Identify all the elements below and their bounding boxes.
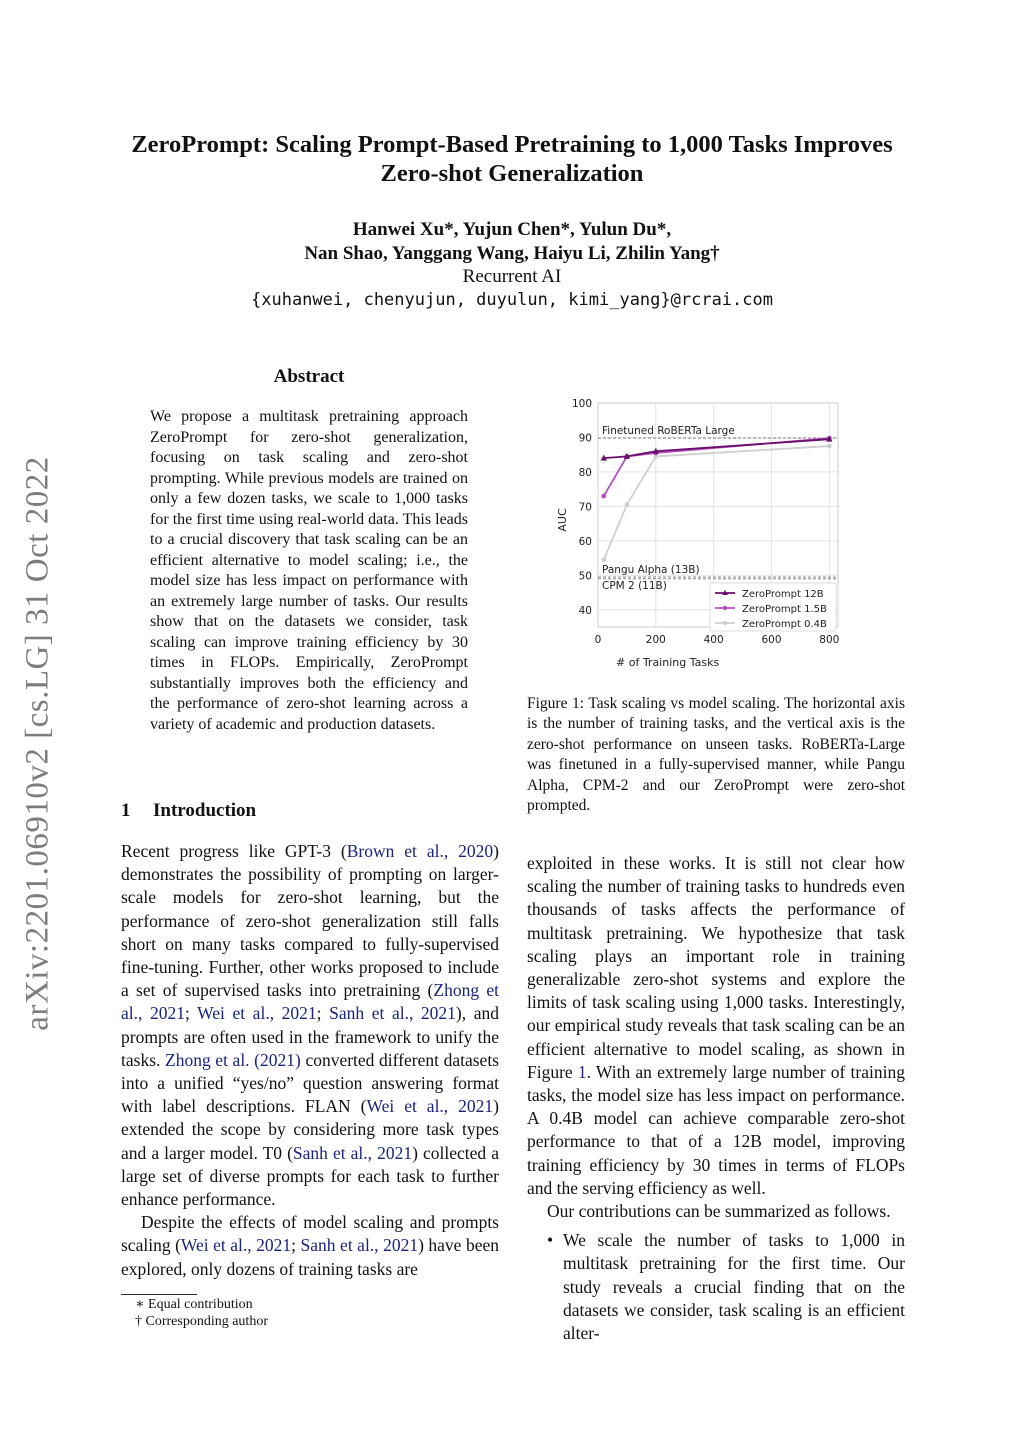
abstract-heading: Abstract — [273, 366, 345, 387]
x-tick-labels — [595, 634, 840, 646]
y-tick-label: 70 — [578, 501, 592, 514]
y-tick-labels — [572, 398, 592, 617]
x-tick-label: 600 — [761, 634, 782, 646]
citation-link[interactable]: Zhong et al., 2021 — [121, 980, 499, 1024]
reference-label: Finetuned RoBERTa Large — [602, 425, 735, 438]
data-point — [601, 494, 606, 499]
citation-link[interactable]: 1 — [577, 1061, 587, 1082]
data-point — [601, 557, 606, 562]
citation-link[interactable]: Brown et al., 2020 — [346, 841, 494, 861]
x-tick-label: 200 — [645, 634, 666, 646]
data-point — [625, 502, 630, 507]
intro-paragraph-3: exploited in these works. It is still not clear how scaling the number of training tasks to hundreds even thousands of tasks affects the performance of multitask pretraining. We hypothesize that task scaling plays an important role in training generalizable zero-shot systems and explore the limits of task scaling using 1,000 tasks. Interestingly, our empirical study reveals that task scaling can be an efficient alternative to model scaling, as shown in Figure 1. With an extremely large number of training tasks, the model size has less impact on performance. A 0.4B model can achieve comparable zero-shot performance to that of a 12B model, improving training efficiency by 30 times in terms of FLOPs and the serving efficiency as well. — [527, 853, 905, 1198]
author-emails[interactable]: {xuhanwei, chenyujun, duyulun, kimi_yang}@rcrai.com — [251, 290, 773, 310]
citation-link[interactable]: Sanh et al., 2021 — [329, 1003, 456, 1024]
arxiv-identifier: arXiv:2201.06910v2 [cs.LG] 31 Oct 2022 — [19, 456, 56, 1031]
citation-link[interactable]: Wei et al., 2021 — [197, 1003, 317, 1024]
authors-line-2: Nan Shao, Yanggang Wang, Haiyu Li, Zhilin Yang† — [304, 243, 720, 264]
section-number: 1 — [121, 800, 131, 821]
y-tick-label: 80 — [578, 466, 592, 479]
citation-link[interactable]: Zhong et al. (2021) — [165, 1049, 301, 1070]
authors — [100, 218, 924, 266]
legend-label: ZeroPrompt 12B — [742, 589, 824, 600]
data-point — [827, 444, 832, 449]
contribution-text: We scale the number of tasks to 1,000 in multitask pretraining for the first time. Our study reveals a crucial finding that on the datasets we consider, task scaling is an efficient alter- — [563, 1230, 905, 1344]
contributions-intro: Our contributions can be summarized as follows. — [547, 1201, 891, 1222]
footnotes — [121, 1296, 268, 1330]
series-line — [604, 446, 830, 560]
figure-1-caption: Figure 1: Task scaling vs model scaling. The horizontal axis is the number of training tasks, and the vertical axis is the zero-shot performance on unseen tasks. RoBERTa-Large was finetuned in a fully-supervised manner, while Pangu Alpha, CPM-2 and our ZeroPrompt were zero-shot prompted. — [527, 695, 905, 815]
reference-lines — [598, 425, 838, 592]
reference-label: CPM 2 (11B) — [602, 579, 667, 592]
x-axis-label: # of Training Tasks — [616, 656, 720, 669]
legend-marker — [723, 621, 727, 625]
legend-label: ZeroPrompt 0.4B — [742, 619, 827, 630]
abstract-text: We propose a multitask pretraining approach ZeroPrompt for zero-shot generalization, focusing on task scaling and zero-shot prompting. While previous models are trained on only a few dozen tasks, we scale to 1,000 tasks for the first time using real-world data. This leads to a crucial discovery that task scaling can be an efficient alternative to model scaling; i.e., the model size has less impact on performance with an extremely large number of tasks. Our results show that on the datasets we consider, task scaling can improve training efficiency by 30 times in FLOPs. Empirically, ZeroPrompt substantially improves both the efficiency and the performance of zero-shot learning across a variety of academic and production datasets. — [150, 408, 468, 733]
y-tick-label: 90 — [578, 432, 592, 445]
x-tick-label: 800 — [819, 634, 840, 646]
reference-label: Pangu Alpha (13B) — [602, 564, 700, 577]
y-tick-label: 40 — [578, 604, 592, 617]
data-series — [601, 436, 833, 563]
title-line-2: Zero-shot Generalization — [380, 160, 644, 187]
contribution-item — [527, 1229, 905, 1345]
affiliation: Recurrent AI — [462, 266, 562, 287]
footnote-equal-contribution: ∗ Equal contribution — [135, 1297, 253, 1312]
y-axis-label: AUC — [556, 508, 569, 532]
chart-legend — [710, 583, 836, 631]
citation-link[interactable]: Wei et al., 2021 — [366, 1096, 494, 1117]
section-title: Introduction — [153, 800, 257, 821]
authors-line-1: Hanwei Xu*, Yujun Chen*, Yulun Du*, — [352, 219, 672, 240]
title-line-1: ZeroPrompt: Scaling Prompt-Based Pretraining to 1,000 Tasks Improves — [131, 131, 893, 158]
paper-title — [70, 130, 954, 188]
left-column-body — [121, 840, 499, 1281]
bullet-dot: • — [547, 1230, 554, 1251]
legend-marker — [723, 606, 727, 610]
y-tick-label: 100 — [571, 398, 592, 410]
y-tick-label: 50 — [578, 570, 592, 583]
y-tick-label: 60 — [578, 535, 592, 548]
contributions-list — [527, 1229, 905, 1345]
right-column-body — [527, 852, 905, 1345]
citation-link[interactable]: Sanh et al., 2021 — [300, 1235, 419, 1256]
intro-paragraph-2: Despite the effects of model scaling and prompts scaling (Wei et al., 2021; Sanh et al., 2021) have been explored, only dozens of training tasks are — [121, 1212, 499, 1279]
section-heading — [121, 800, 256, 822]
intro-paragraph-1: Recent progress like GPT-3 (Brown et al., 2020) demonstrates the possibility of prompting on larger-scale models for zero-shot learning, but the performance of zero-shot generalization still falls short on many tasks compared to fully-supervised fine-tuning. Further, other works proposed to include a set of supervised tasks into pretraining (Zhong et al., 2021; Wei et al., 2021; Sanh et al., 2021), and prompts are often used in the framework to unify the tasks. Zhong et al. (2021) converted different datasets into a unified “yes/no” question answering format with label descriptions. FLAN (Wei et al., 2021) extended the scope by considering more task types and a larger model. T0 (Sanh et al., 2021) collected a large set of diverse prompts for each task to further enhance performance. — [121, 841, 499, 1210]
citation-link[interactable]: Sanh et al., 2021 — [292, 1142, 413, 1163]
citation-link[interactable]: Wei et al., 2021 — [180, 1235, 292, 1256]
footnote-corresponding-author: † Corresponding author — [135, 1314, 268, 1329]
figure-1-chart — [552, 390, 852, 672]
x-tick-label: 0 — [594, 634, 602, 646]
legend-label: ZeroPrompt 1.5B — [742, 604, 827, 615]
x-tick-label: 400 — [703, 634, 724, 646]
footnote-rule — [121, 1294, 197, 1295]
